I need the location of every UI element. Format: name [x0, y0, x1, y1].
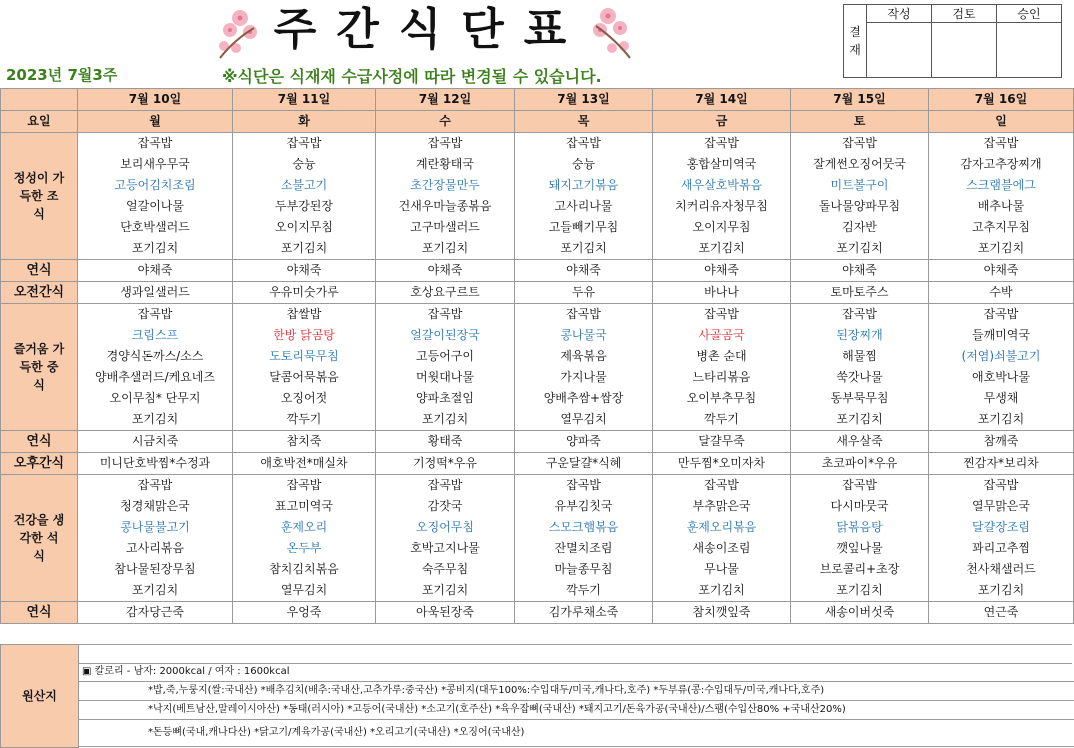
menu-item: 고구마샐러드	[376, 217, 515, 238]
table-row	[1, 367, 1074, 388]
table-row	[1, 453, 1074, 475]
approval-label	[844, 5, 867, 78]
menu-item: 스모크햄볶음	[515, 517, 653, 538]
menu-item: 초간장물만두	[376, 175, 515, 196]
menu-item: 초코파이*우유	[791, 453, 929, 475]
table-row	[1, 517, 1074, 538]
menu-item: 느타리볶음	[653, 367, 791, 388]
menu-item: 깍두기	[653, 409, 791, 431]
menu-item: 야채죽	[653, 260, 791, 282]
menu-item: 닭볶음탕	[791, 517, 929, 538]
menu-item: 제육볶음	[515, 346, 653, 367]
menu-item: 소불고기	[233, 175, 376, 196]
menu-item: 오이부추무침	[653, 388, 791, 409]
meal-label: 연식	[1, 602, 78, 624]
menu-item: 고사리나물	[515, 196, 653, 217]
menu-item: 우엉죽	[233, 602, 376, 624]
menu-item: 애호박나물	[929, 367, 1074, 388]
table-row	[1, 238, 1074, 260]
menu-item: 청경채맑은국	[78, 496, 233, 517]
menu-item: 야채죽	[78, 260, 233, 282]
menu-item: 계란황태국	[376, 154, 515, 175]
date-header: 7월 13일	[515, 89, 653, 111]
approval-box	[843, 4, 1062, 78]
menu-item: 얼갈이된장국	[376, 325, 515, 346]
menu-item: 마늘종무침	[515, 559, 653, 580]
menu-item: 잡곡밥	[929, 475, 1074, 497]
menu-item: 열무맑은국	[929, 496, 1074, 517]
menu-item: 감자고추장찌개	[929, 154, 1074, 175]
menu-item: 포기김치	[929, 580, 1074, 602]
menu-item: 우유미숫가루	[233, 282, 376, 304]
table-row	[1, 496, 1074, 517]
menu-item: 오징어젓	[233, 388, 376, 409]
date-header: 7월 14일	[653, 89, 791, 111]
approval-header: 검토	[932, 5, 997, 23]
menu-item: 만두찜*오미자차	[653, 453, 791, 475]
table-row	[1, 282, 1074, 304]
menu-item: 숭늉	[233, 154, 376, 175]
menu-item: 새우살호박볶음	[653, 175, 791, 196]
menu-item: 홍합살미역국	[653, 154, 791, 175]
table-row	[1, 346, 1074, 367]
table-row	[1, 304, 1074, 326]
menu-item: 포기김치	[791, 580, 929, 602]
weekday-header: 월	[78, 111, 233, 133]
menu-item: 돌나물양파무침	[791, 196, 929, 217]
menu-item: 표고미역국	[233, 496, 376, 517]
menu-item: 무나물	[653, 559, 791, 580]
meal-label: 즐거움 가득한 중 식	[1, 304, 78, 431]
menu-item: 병촌 순대	[653, 346, 791, 367]
approval-header: 작성	[867, 5, 932, 23]
meal-label: 연식	[1, 260, 78, 282]
menu-item: 돼지고기볶음	[515, 175, 653, 196]
origin-section	[0, 644, 1073, 747]
menu-item: 오이지무침	[233, 217, 376, 238]
menu-item: 잔멸치조림	[515, 538, 653, 559]
menu-item: 동부묵무침	[791, 388, 929, 409]
table-row	[1, 580, 1074, 602]
menu-item: 연근죽	[929, 602, 1074, 624]
menu-item: 포기김치	[791, 409, 929, 431]
menu-item: 양배추쌈+쌈장	[515, 388, 653, 409]
origin-line: *돈등뼈(국내,캐나다산) *닭고기/계육가공(국내산) *오리고기(국내산) *오징어(국내산)	[78, 720, 1074, 747]
menu-item: 포기김치	[929, 238, 1074, 260]
menu-item: 배추나물	[929, 196, 1074, 217]
menu-item: 호상요구르트	[376, 282, 515, 304]
menu-item: 잡곡밥	[791, 304, 929, 326]
menu-item: 찹쌀밥	[233, 304, 376, 326]
menu-item: 잡곡밥	[791, 133, 929, 155]
menu-item: 고추지무침	[929, 217, 1074, 238]
menu-item: 무생채	[929, 388, 1074, 409]
menu-item: 호박고지나물	[376, 538, 515, 559]
table-row	[1, 388, 1074, 409]
menu-item: 부추맑은국	[653, 496, 791, 517]
menu-item: 포기김치	[78, 238, 233, 260]
date-header: 7월 12일	[376, 89, 515, 111]
table-row	[1, 217, 1074, 238]
menu-item: 새송이버섯죽	[791, 602, 929, 624]
menu-item: 김자반	[791, 217, 929, 238]
signature-box[interactable]	[932, 23, 997, 78]
menu-item: 잡곡밥	[515, 475, 653, 497]
menu-item: 고등어구이	[376, 346, 515, 367]
menu-item: 숙주무침	[376, 559, 515, 580]
signature-box[interactable]	[867, 23, 932, 78]
menu-item: 브로콜리+초장	[791, 559, 929, 580]
table-row	[1, 602, 1074, 624]
weekday-header: 금	[653, 111, 791, 133]
menu-item: 야채죽	[515, 260, 653, 282]
cherry-blossom-icon	[210, 0, 272, 62]
menu-item: 잡곡밥	[653, 475, 791, 497]
menu-item: 황태죽	[376, 431, 515, 453]
menu-item: 경양식돈까스/소스	[78, 346, 233, 367]
menu-item: 오이지무침	[653, 217, 791, 238]
menu-item: 도토리묵무침	[233, 346, 376, 367]
table-row	[1, 133, 1074, 155]
menu-item: 두부강된장	[233, 196, 376, 217]
menu-item: 수박	[929, 282, 1074, 304]
weekday-header: 목	[515, 111, 653, 133]
page-title: 주간식단표	[273, 4, 587, 55]
meal-label: 오전간식	[1, 282, 78, 304]
menu-item: 포기김치	[791, 238, 929, 260]
menu-item: 머윗대나물	[376, 367, 515, 388]
weekday-header: 일	[929, 111, 1074, 133]
date-header: 7월 11일	[233, 89, 376, 111]
table-row	[1, 325, 1074, 346]
menu-item: 오이무침* 단무지	[78, 388, 233, 409]
menu-item: 고등어김치조림	[78, 175, 233, 196]
menu-item: 한방 닭곰탕	[233, 325, 376, 346]
menu-item: 다시마뭇국	[791, 496, 929, 517]
signature-box[interactable]	[997, 23, 1062, 78]
menu-item: 콩나물국	[515, 325, 653, 346]
menu-item: 참치김치볶음	[233, 559, 376, 580]
menu-item: 잡곡밥	[233, 475, 376, 497]
origin-line: *낙지(베트남산,말레이시아산) *동태(러시아) *고등어(국내산) *소고기(호주산) *육우잡뼈(국내산) *돼지고기/돈육가공(국내산)/스팸(수입산80% +국내산20%)	[78, 701, 1074, 720]
menu-item: 유부김칫국	[515, 496, 653, 517]
menu-item: 기정떡*우유	[376, 453, 515, 475]
menu-table	[0, 88, 1074, 624]
menu-item: 스크램블에그	[929, 175, 1074, 196]
menu-item: 미니단호박찜*수정과	[78, 453, 233, 475]
menu-item: 크림스프	[78, 325, 233, 346]
menu-item: 건새우마늘종볶음	[376, 196, 515, 217]
weekday-header: 화	[233, 111, 376, 133]
menu-item: 참치깻잎죽	[653, 602, 791, 624]
meal-label: 연식	[1, 431, 78, 453]
origin-blank-line	[78, 644, 1072, 664]
menu-item: 열무김치	[515, 409, 653, 431]
menu-item: 훈제오리	[233, 517, 376, 538]
table-row	[1, 538, 1074, 559]
menu-item: 시금치죽	[78, 431, 233, 453]
notice-text: ※식단은 식재재 수급사정에 따라 변경될 수 있습니다.	[222, 67, 602, 86]
menu-item: 숭늉	[515, 154, 653, 175]
menu-item: 새송이조림	[653, 538, 791, 559]
menu-item: 김가루채소죽	[515, 602, 653, 624]
menu-item: 감자당근죽	[78, 602, 233, 624]
menu-item: 잡곡밥	[929, 133, 1074, 155]
menu-item: 잡곡밥	[78, 304, 233, 326]
menu-item: 아욱된장죽	[376, 602, 515, 624]
table-row	[1, 431, 1074, 453]
menu-item: 애호박전*매실차	[233, 453, 376, 475]
menu-item: 가지나물	[515, 367, 653, 388]
menu-item: 양파초절임	[376, 388, 515, 409]
menu-item: 온두부	[233, 538, 376, 559]
corner-cell	[1, 89, 78, 111]
menu-item: 깍두기	[233, 409, 376, 431]
menu-item: 포기김치	[233, 238, 376, 260]
date-row	[1, 89, 1074, 111]
menu-item: 포기김치	[78, 580, 233, 602]
table-row	[1, 409, 1074, 431]
menu-item: 포기김치	[515, 238, 653, 260]
menu-item: 훈제오리볶음	[653, 517, 791, 538]
meal-label: 정성이 가득한 조 식	[1, 133, 78, 260]
menu-item: 해물찜	[791, 346, 929, 367]
weekday-label: 요일	[1, 111, 78, 133]
menu-item: 달걀무죽	[653, 431, 791, 453]
menu-item: 잡곡밥	[376, 475, 515, 497]
menu-item: 포기김치	[376, 580, 515, 602]
menu-item: 들깨미역국	[929, 325, 1074, 346]
menu-item: 잡곡밥	[233, 133, 376, 155]
meal-label: 건강을 생각한 석 식	[1, 475, 78, 602]
menu-item: 잡곡밥	[929, 304, 1074, 326]
menu-item: 열무김치	[233, 580, 376, 602]
menu-item: 잘게썬오징어뭇국	[791, 154, 929, 175]
table-row	[1, 260, 1074, 282]
weekday-header: 수	[376, 111, 515, 133]
menu-item: 야채죽	[376, 260, 515, 282]
menu-item: 포기김치	[376, 238, 515, 260]
table-row	[1, 559, 1074, 580]
menu-item: 토마토주스	[791, 282, 929, 304]
origin-line: *밥,죽,누룽지(쌀:국내산) *배추김치(배추:국내산,고추가루:중국산) *콩비지(대두100%:수입대두/미국,캐나다,호주) *두부류(콩:수입대두/미국,캐나다,호주)	[78, 682, 1074, 701]
menu-item: 포기김치	[929, 409, 1074, 431]
menu-item: 참나물된장무침	[78, 559, 233, 580]
menu-item: 된장찌개	[791, 325, 929, 346]
menu-item: 꽈리고추찜	[929, 538, 1074, 559]
week-label: 2023년 7월3주	[6, 66, 118, 84]
table-row	[1, 475, 1074, 497]
menu-item: 감잣국	[376, 496, 515, 517]
menu-item: 콩나물불고기	[78, 517, 233, 538]
menu-item: 사골곰국	[653, 325, 791, 346]
table-row	[1, 175, 1074, 196]
menu-item: 천사채샐러드	[929, 559, 1074, 580]
menu-item: 참치죽	[233, 431, 376, 453]
menu-item: 포기김치	[376, 409, 515, 431]
menu-item: (저염)쇠불고기	[929, 346, 1074, 367]
menu-item: 달걀장조림	[929, 517, 1074, 538]
menu-item: 야채죽	[929, 260, 1074, 282]
menu-item: 찐감자*보리차	[929, 453, 1074, 475]
weekday-header: 토	[791, 111, 929, 133]
menu-item: 깍두기	[515, 580, 653, 602]
menu-item: 참깨죽	[929, 431, 1074, 453]
date-header: 7월 10일	[78, 89, 233, 111]
menu-item: 고사리볶음	[78, 538, 233, 559]
menu-item: 잡곡밥	[376, 304, 515, 326]
menu-item: 포기김치	[653, 580, 791, 602]
menu-item: 잡곡밥	[515, 304, 653, 326]
menu-item: 치커리유자청무침	[653, 196, 791, 217]
menu-item: 두유	[515, 282, 653, 304]
menu-item: 달콤어묵볶음	[233, 367, 376, 388]
title-area	[210, 0, 630, 60]
menu-item: 야채죽	[233, 260, 376, 282]
weekday-row	[1, 111, 1074, 133]
menu-item: 잡곡밥	[78, 133, 233, 155]
date-header: 7월 15일	[791, 89, 929, 111]
menu-item: 깻잎나물	[791, 538, 929, 559]
menu-item: 단호박샐러드	[78, 217, 233, 238]
origin-label: 원산지	[0, 644, 79, 748]
menu-item: 잡곡밥	[791, 475, 929, 497]
menu-item: 잡곡밥	[376, 133, 515, 155]
menu-item: 바나나	[653, 282, 791, 304]
approval-label-text: 결재	[849, 25, 861, 57]
menu-item: 보리새우무국	[78, 154, 233, 175]
menu-item: 잡곡밥	[653, 304, 791, 326]
menu-item: 포기김치	[78, 409, 233, 431]
date-header: 7월 16일	[929, 89, 1074, 111]
menu-item: 고들빼기무침	[515, 217, 653, 238]
menu-item: 얼갈이나물	[78, 196, 233, 217]
menu-item: 포기김치	[653, 238, 791, 260]
menu-item: 잡곡밥	[653, 133, 791, 155]
cherry-blossom-icon	[578, 0, 640, 62]
menu-item: 구운달걀*식혜	[515, 453, 653, 475]
menu-item: 잡곡밥	[78, 475, 233, 497]
menu-item: 양배추샐러드/케요네즈	[78, 367, 233, 388]
menu-item: 잡곡밥	[515, 133, 653, 155]
menu-item: 생과일샐러드	[78, 282, 233, 304]
menu-item: 양파죽	[515, 431, 653, 453]
table-row	[1, 196, 1074, 217]
table-row	[1, 154, 1074, 175]
approval-header: 승인	[997, 5, 1062, 23]
menu-item: 오징어무침	[376, 517, 515, 538]
meal-label: 오후간식	[1, 453, 78, 475]
menu-item: 쑥갓나물	[791, 367, 929, 388]
calorie-info: ▣ 칼로리 - 남자: 2000kcal / 여자 : 1600kcal	[78, 663, 1074, 682]
menu-item: 새우살죽	[791, 431, 929, 453]
menu-item: 미트볼구이	[791, 175, 929, 196]
menu-item: 야채죽	[791, 260, 929, 282]
